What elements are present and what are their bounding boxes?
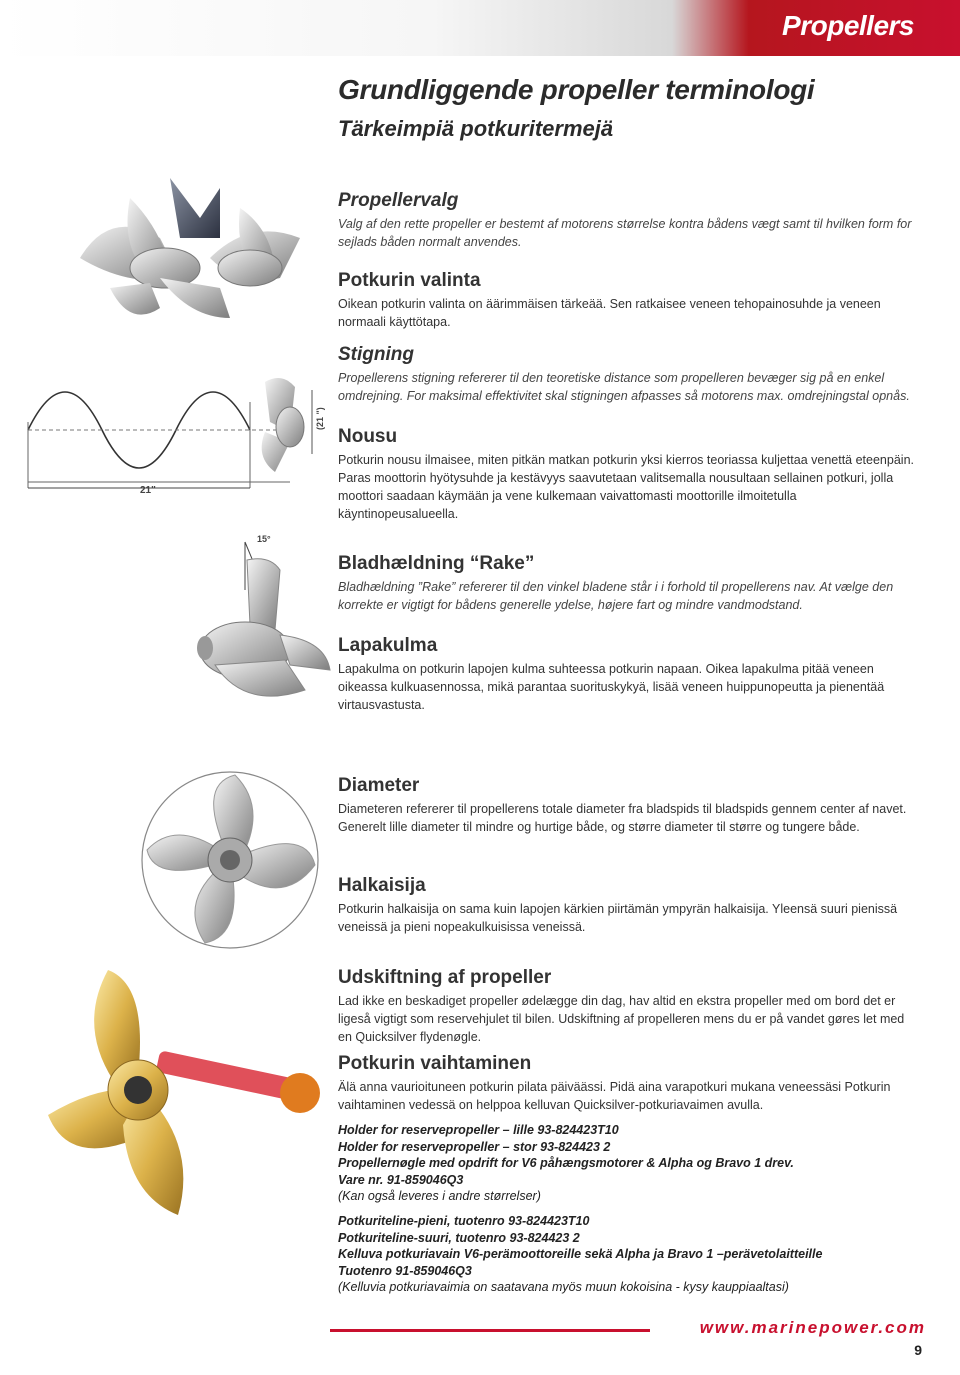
section-title: Nousu xyxy=(338,426,398,447)
pitch-length-label: 21" xyxy=(140,485,156,496)
section-propellervalg xyxy=(338,190,918,251)
part-line: Kelluva potkuriavain V6-perämoottoreille sekä Alpha ja Bravo 1 –perävetolaitteille xyxy=(338,1247,823,1261)
header-title: Propellers xyxy=(782,10,914,41)
section-lapakulma xyxy=(338,635,918,714)
page-subtitle: Tärkeimpiä potkuritermejä xyxy=(338,116,614,141)
part-line: Propellernøgle med opdrift for V6 påhængsmotorer & Alpha og Bravo 1 drev. xyxy=(338,1156,794,1170)
rake-angle-label: 15° xyxy=(257,534,271,544)
footer-divider xyxy=(330,1329,650,1332)
part-line: (Kelluvia potkuriavaimia on saatavana myös muun kokoisina - kysy kauppiaaltasi) xyxy=(338,1280,789,1294)
part-line: Tuotenro 91-859046Q3 xyxy=(338,1263,472,1278)
page-title: Grundliggende propeller terminologi xyxy=(338,74,815,105)
propeller-group-figure xyxy=(70,168,320,338)
pitch-height-label: (21 ") xyxy=(315,407,325,430)
section-potkurin-valinta xyxy=(338,270,918,331)
section-text: Potkurin nousu ilmaisee, miten pitkän matkan potkurin yksi kierros teoriassa kuljettaa venettä eteenpäin. Paras moottorin hyötysuhde ja kestävyys saavutetaan valitsemalla nousultaan sellainen potkuri, jolla moottori saadaan käymään ja vene kulkemaan vaivattomasti moottorille ilmoitetulla käyntinopeusalueella. xyxy=(338,453,914,521)
section-title: Potkurin vaihtaminen xyxy=(338,1053,532,1074)
header-banner xyxy=(0,0,960,56)
section-title: Potkurin valinta xyxy=(338,270,481,291)
section-title: Propellervalg xyxy=(338,190,459,211)
section-halkaisija xyxy=(338,875,918,936)
part-line: Vare nr. 91-859046Q3 xyxy=(338,1172,464,1187)
part-line: Potkuriteline-suuri, tuotenro 93-824423 2 xyxy=(338,1230,580,1245)
parts-list-danish xyxy=(338,1122,918,1205)
section-title: Lapakulma xyxy=(338,635,438,656)
section-potkurin-vaihtaminen xyxy=(338,1053,918,1114)
section-stigning xyxy=(338,344,918,405)
section-text: Potkurin halkaisija on sama kuin lapojen kärkien piirtämän ympyrän halkaisija. Yleensä suuri pienissä veneissä ja pieni nopeakulkuisissa veneissä. xyxy=(338,902,898,934)
page-number: 9 xyxy=(914,1342,922,1358)
section-text: Propellerens stigning refererer til den teoretiske distance som propelleren bevæger sig på en enkel omdrejning. For maksimal effektivitet skal stigningen afpasses så motorens max. omdrejningstal opnås. xyxy=(338,371,910,403)
section-text: Älä anna vaurioituneen potkurin pilata päiväässi. Pidä aina varapotkuri mukana veneessäsi Potkurin vaihtaminen vedessä on helppoa kelluvan Quicksilver-potkuriavaimen avulla. xyxy=(338,1080,891,1112)
footer-url[interactable]: www.marinepower.com xyxy=(699,1318,926,1337)
part-line: (Kan også leveres i andre størrelser) xyxy=(338,1189,541,1203)
section-udskiftning xyxy=(338,967,918,1046)
section-title: Bladhældning “Rake” xyxy=(338,553,535,574)
section-text: Bladhældning ”Rake” refererer til den vinkel bladene står i i forhold til propellerens nav. At vælge den korrekte er vigtigt for bådens generelle ydelse, højere fart og mindre vandmodstand. xyxy=(338,580,894,612)
section-title: Diameter xyxy=(338,775,420,796)
section-text: Lapakulma on potkurin lapojen kulma suhteessa potkurin napaan. Oikea lapakulma pitää veneen oikeassa kulkuasennossa, mikä parantaa suorituskykyä, lisää veneen huippunopeutta ja pienentää virtausvastusta. xyxy=(338,662,885,712)
parts-list-finnish xyxy=(338,1213,918,1296)
propeller-wrench-figure xyxy=(38,965,328,1225)
diameter-figure xyxy=(135,765,330,955)
section-title: Halkaisija xyxy=(338,875,426,896)
part-line: Potkuriteline-pieni, tuotenro 93-824423T10 xyxy=(338,1214,590,1228)
section-text: Oikean potkurin valinta on äärimmäisen tärkeää. Sen ratkaisee veneen tehopainosuhde ja veneen normaali käyttötapa. xyxy=(338,297,881,329)
section-text: Lad ikke en beskadiget propeller ødelægge din dag, hav altid en ekstra propeller med om bord det er ligeså vigtigt som reservehjulet til bilen. Udskiftning af propelleren mens du er på vandet gøres let med en Quicksilver flydenøgle. xyxy=(338,994,905,1044)
section-bladhaeldning xyxy=(338,553,918,614)
section-text: Diameteren refererer til propellerens totale diameter fra bladspids til bladspids gennem center af navet. Generelt lille diameter til mindre og hurtige både, og større diameter til større og tungere både. xyxy=(338,802,907,834)
section-nousu xyxy=(338,426,918,523)
section-diameter xyxy=(338,775,918,836)
section-text: Valg af den rette propeller er bestemt af motorens størrelse kontra bådens vægt samt til hvilken form for sejlads båden normalt anvendes. xyxy=(338,217,912,249)
pitch-diagram xyxy=(20,362,330,502)
part-line: Holder for reservepropeller – stor 93-824423 2 xyxy=(338,1139,611,1154)
section-title: Udskiftning af propeller xyxy=(338,967,552,988)
rake-angle-figure xyxy=(185,530,335,720)
section-title: Stigning xyxy=(338,344,414,365)
part-line: Holder for reservepropeller – lille 93-824423T10 xyxy=(338,1123,619,1137)
